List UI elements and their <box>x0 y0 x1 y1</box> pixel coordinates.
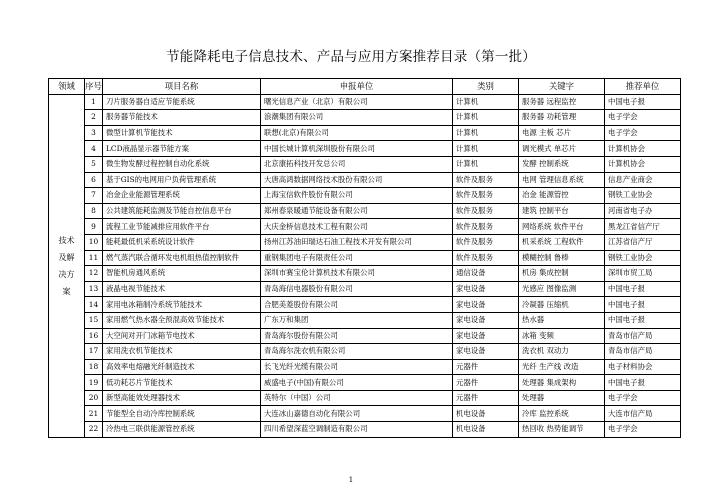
cell-keywords: 洗衣机 双动力 <box>519 344 605 360</box>
table-row <box>49 141 681 157</box>
table-row <box>49 110 681 126</box>
cell-recommender: 钢铁工业协会 <box>605 188 681 204</box>
page-number: 1 <box>348 476 354 484</box>
cell-recommender: 计算机协会 <box>605 156 681 172</box>
cell-unit: 大庆金桥信息技术工程有限公司 <box>261 219 453 235</box>
cell-keywords: 网络系统 软件平台 <box>519 219 605 235</box>
cell-category: 家电设备 <box>453 328 519 344</box>
cell-name: 基于GIS的电网用户负荷管理系统 <box>103 172 261 188</box>
cell-category: 元器件 <box>453 359 519 375</box>
cell-unit: 北京康拓科技开发总公司 <box>261 156 453 172</box>
cell-seq: 11 <box>85 250 103 266</box>
cell-category: 软件及服务 <box>453 172 519 188</box>
cell-recommender: 青岛市信产局 <box>605 328 681 344</box>
cell-category: 计算机 <box>453 125 519 141</box>
header-keywords: 关键字 <box>519 79 605 95</box>
cell-recommender: 河南省电子办 <box>605 203 681 219</box>
cell-seq: 19 <box>85 375 103 391</box>
table-row <box>49 297 681 313</box>
cell-name: 低功耗芯片节能技术 <box>103 375 261 391</box>
cell-unit: 深圳市赛宝伦计算机技术有限公司 <box>261 266 453 282</box>
cell-keywords: 冷库 监控系统 <box>519 406 605 422</box>
cell-keywords: 电网 管理信息系统 <box>519 172 605 188</box>
table-row <box>49 375 681 391</box>
cell-unit: 上海宝信软件股份有限公司 <box>261 188 453 204</box>
cell-unit: 广东万和集团 <box>261 312 453 328</box>
cell-recommender: 电子学会 <box>605 110 681 126</box>
domain-label: 技术及解决方案 <box>58 235 75 296</box>
cell-category: 软件及服务 <box>453 250 519 266</box>
cell-name: 刀片服务器自适应节能系统 <box>103 94 261 110</box>
cell-name: 液晶电视节能技术 <box>103 281 261 297</box>
cell-keywords: 光纤 生产线 改造 <box>519 359 605 375</box>
cell-keywords: 发酵 控制系统 <box>519 156 605 172</box>
table-header-row <box>49 79 681 95</box>
domain-cell <box>49 94 85 437</box>
cell-recommender: 中国电子报 <box>605 94 681 110</box>
cell-category: 软件及服务 <box>453 234 519 250</box>
cell-seq: 20 <box>85 390 103 406</box>
table-row <box>49 94 681 110</box>
cell-seq: 5 <box>85 156 103 172</box>
cell-name: 能耗最低机采系统设计软件 <box>103 234 261 250</box>
table-row <box>49 390 681 406</box>
cell-seq: 8 <box>85 203 103 219</box>
cell-unit: 扬州江苏油田瑞达石油工程技术开发有限公司 <box>261 234 453 250</box>
cell-recommender: 中国电子报 <box>605 375 681 391</box>
header-domain: 领域 <box>49 79 85 95</box>
table-row <box>49 188 681 204</box>
cell-unit: 四川希望深蓝空调制造有限公司 <box>261 422 453 438</box>
cell-recommender: 钢铁工业协会 <box>605 250 681 266</box>
table-row <box>49 250 681 266</box>
cell-seq: 12 <box>85 266 103 282</box>
cell-recommender: 大连市信产局 <box>605 406 681 422</box>
cell-recommender: 电子学会 <box>605 125 681 141</box>
cell-unit: 青岛海尔洗衣机有限公司 <box>261 344 453 360</box>
cell-category: 计算机 <box>453 156 519 172</box>
table-row <box>49 359 681 375</box>
cell-keywords: 冶金 能源管控 <box>519 188 605 204</box>
cell-unit: 联想(北京)有限公司 <box>261 125 453 141</box>
cell-unit: 英特尔（中国）公司 <box>261 390 453 406</box>
cell-category: 计算机 <box>453 94 519 110</box>
cell-recommender: 中国电子报 <box>605 312 681 328</box>
cell-keywords: 机采系统 工程软件 <box>519 234 605 250</box>
cell-name: 新型高能效处理器技术 <box>103 390 261 406</box>
cell-name: 家用电冰箱制冷系统节能技术 <box>103 297 261 313</box>
cell-seq: 22 <box>85 422 103 438</box>
cell-category: 机电设备 <box>453 422 519 438</box>
cell-recommender: 深圳市贸工局 <box>605 266 681 282</box>
table-row <box>49 172 681 188</box>
cell-seq: 9 <box>85 219 103 235</box>
cell-name: LCD液晶显示器节能方案 <box>103 141 261 157</box>
cell-recommender: 江苏省信产厅 <box>605 234 681 250</box>
cell-unit: 曙光信息产业（北京）有限公司 <box>261 94 453 110</box>
cell-keywords: 处理器 集成架构 <box>519 375 605 391</box>
cell-name: 家用洗衣机节能技术 <box>103 344 261 360</box>
cell-keywords: 建筑 控制平台 <box>519 203 605 219</box>
cell-keywords: 服务器 远程监控 <box>519 94 605 110</box>
table-row <box>49 266 681 282</box>
cell-name: 冶金企业能源管理系统 <box>103 188 261 204</box>
header-seq: 序号 <box>85 79 103 95</box>
cell-recommender: 电子材料协会 <box>605 359 681 375</box>
table-row <box>49 344 681 360</box>
cell-seq: 1 <box>85 94 103 110</box>
cell-keywords: 模糊控制 鲁棒 <box>519 250 605 266</box>
cell-seq: 15 <box>85 312 103 328</box>
cell-unit: 大唐高鸿数据网络技术股份有限公司 <box>261 172 453 188</box>
cell-recommender: 青岛市信产局 <box>605 344 681 360</box>
cell-category: 软件及服务 <box>453 219 519 235</box>
cell-unit: 长飞光纤光缆有限公司 <box>261 359 453 375</box>
cell-name: 流程工业节能减排应用软件平台 <box>103 219 261 235</box>
cell-keywords: 机房 集成控制 <box>519 266 605 282</box>
header-name: 项目名称 <box>103 79 261 95</box>
table-row <box>49 312 681 328</box>
cell-name: 燃气蒸汽联合循环发电机组热值控制软件 <box>103 250 261 266</box>
table-row <box>49 234 681 250</box>
cell-unit: 中国长城计算机深圳股份有限公司 <box>261 141 453 157</box>
cell-name: 微生物发酵过程控制自动化系统 <box>103 156 261 172</box>
cell-recommender: 黑龙江省信产厅 <box>605 219 681 235</box>
header-category: 类别 <box>453 79 519 95</box>
cell-category: 家电设备 <box>453 312 519 328</box>
cell-seq: 4 <box>85 141 103 157</box>
cell-category: 计算机 <box>453 110 519 126</box>
cell-seq: 21 <box>85 406 103 422</box>
cell-category: 通信设备 <box>453 266 519 282</box>
cell-seq: 17 <box>85 344 103 360</box>
cell-keywords: 处理器 <box>519 390 605 406</box>
cell-keywords: 冰箱 变频 <box>519 328 605 344</box>
cell-name: 大空间对开门冰箱节电技术 <box>103 328 261 344</box>
cell-category: 计算机 <box>453 141 519 157</box>
cell-seq: 13 <box>85 281 103 297</box>
cell-name: 微型计算机节能技术 <box>103 125 261 141</box>
cell-name: 公共建筑能耗监测及节能自控信息平台 <box>103 203 261 219</box>
cell-name: 家用燃气热水器全预混高效节能技术 <box>103 312 261 328</box>
cell-category: 软件及服务 <box>453 203 519 219</box>
table-row <box>49 125 681 141</box>
recommendation-table <box>48 78 681 438</box>
cell-unit: 合肥美菱股份有限公司 <box>261 297 453 313</box>
table-row <box>49 156 681 172</box>
cell-keywords: 热回收 热势能调节 <box>519 422 605 438</box>
cell-unit: 郑州春泉暖通节能设备有限公司 <box>261 203 453 219</box>
cell-name: 智能机房通风系统 <box>103 266 261 282</box>
cell-name: 服务器节能技术 <box>103 110 261 126</box>
cell-recommender: 计算机协会 <box>605 141 681 157</box>
page-title: 节能降耗电子信息技术、产品与应用方案推荐目录（第一批） <box>166 49 536 65</box>
table-row <box>49 422 681 438</box>
cell-category: 家电设备 <box>453 344 519 360</box>
cell-recommender: 中国电子报 <box>605 297 681 313</box>
cell-seq: 6 <box>85 172 103 188</box>
cell-seq: 3 <box>85 125 103 141</box>
table-body <box>49 94 681 437</box>
cell-unit: 青岛海尔股份有限公司 <box>261 328 453 344</box>
cell-keywords: 光感应 图像监测 <box>519 281 605 297</box>
cell-keywords: 冷凝器 压缩机 <box>519 297 605 313</box>
cell-seq: 7 <box>85 188 103 204</box>
cell-recommender: 信息产业商会 <box>605 172 681 188</box>
cell-category: 元器件 <box>453 375 519 391</box>
cell-name: 高效率电熔融光纤制造技术 <box>103 359 261 375</box>
cell-unit: 青岛海信电器股份有限公司 <box>261 281 453 297</box>
table-row <box>49 328 681 344</box>
cell-unit: 大连冰山嘉德自动化有限公司 <box>261 406 453 422</box>
cell-recommender: 中国电子报 <box>605 281 681 297</box>
cell-recommender: 电子学会 <box>605 422 681 438</box>
cell-unit: 浪潮集团有限公司 <box>261 110 453 126</box>
cell-seq: 14 <box>85 297 103 313</box>
cell-recommender: 电子学会 <box>605 390 681 406</box>
cell-keywords: 服务器 功耗管理 <box>519 110 605 126</box>
table-row <box>49 281 681 297</box>
cell-seq: 16 <box>85 328 103 344</box>
cell-unit: 重钢集团电子有限责任公司 <box>261 250 453 266</box>
cell-category: 机电设备 <box>453 406 519 422</box>
cell-seq: 18 <box>85 359 103 375</box>
cell-name: 节能型全自动冷库控制系统 <box>103 406 261 422</box>
cell-category: 家电设备 <box>453 297 519 313</box>
cell-category: 软件及服务 <box>453 188 519 204</box>
header-recommender: 推荐单位 <box>605 79 681 95</box>
cell-keywords: 热水器 <box>519 312 605 328</box>
cell-category: 家电设备 <box>453 281 519 297</box>
table-row <box>49 219 681 235</box>
cell-name: 冷热电三联供能源管控系统 <box>103 422 261 438</box>
cell-seq: 2 <box>85 110 103 126</box>
cell-category: 元器件 <box>453 390 519 406</box>
header-unit: 申报单位 <box>261 79 453 95</box>
cell-unit: 威盛电子(中国)有限公司 <box>261 375 453 391</box>
cell-keywords: 电源 主板 芯片 <box>519 125 605 141</box>
cell-seq: 10 <box>85 234 103 250</box>
cell-keywords: 调光模式 单芯片 <box>519 141 605 157</box>
table-row <box>49 406 681 422</box>
table-row <box>49 203 681 219</box>
